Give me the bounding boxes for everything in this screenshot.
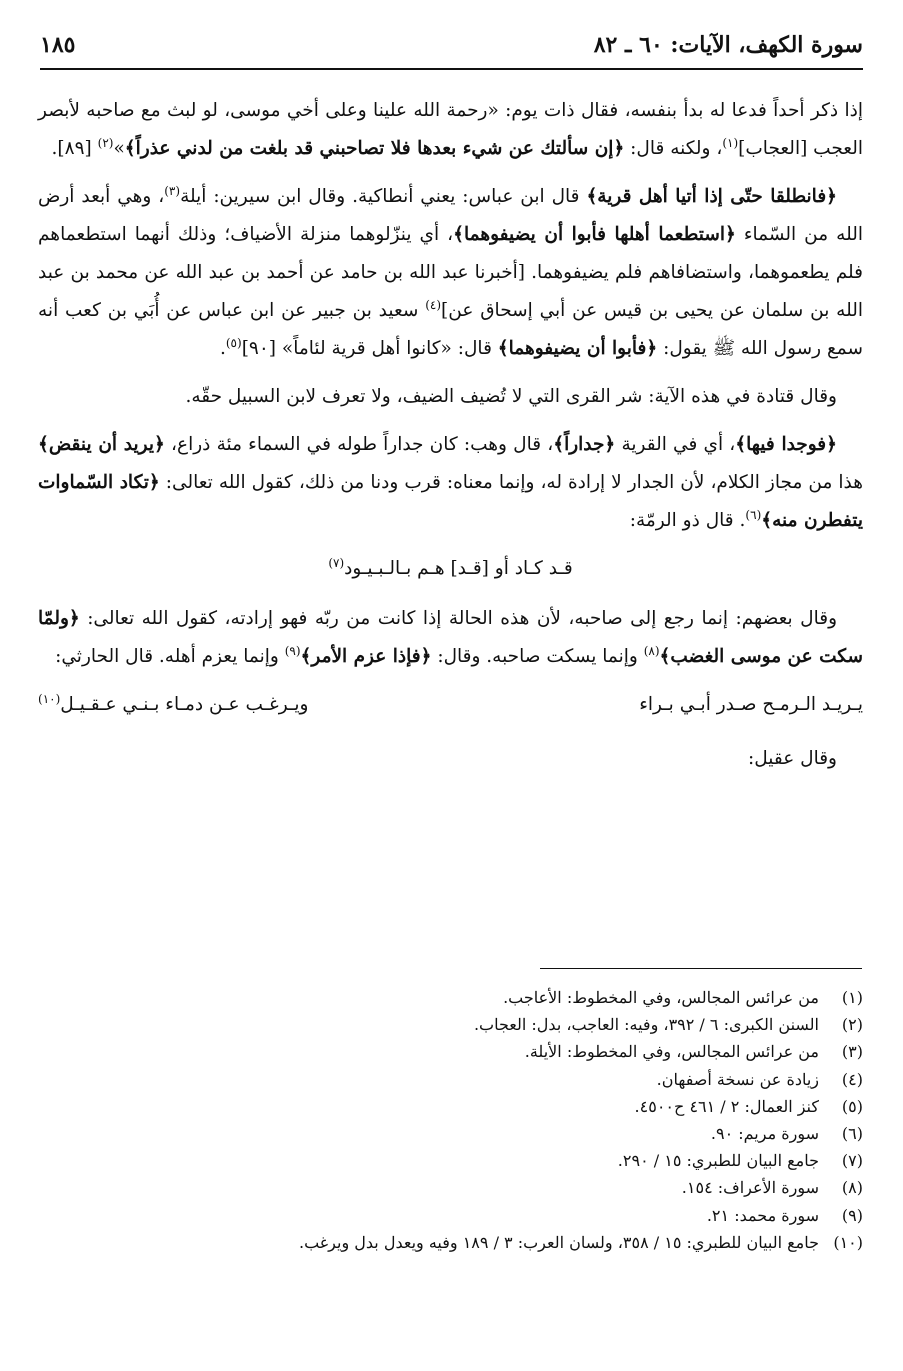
footnote-text: من عرائس المجالس، وفي المخطوط: الأيلة. [524, 1042, 819, 1062]
poem-first-hemistich: يـريـد الـرمـح صـدر أبـي بـراء [639, 694, 863, 715]
text-run: وإنما يسكت صاحبه. وقال: [431, 646, 644, 667]
quran-quote: ﴿فإذا عزم الأمر﴾ [300, 646, 432, 667]
footnote-ref: (٤) [425, 297, 442, 312]
footnote [40, 1093, 863, 1120]
quran-quote: ﴿يريد أن ينقض﴾ [38, 434, 165, 455]
paragraph-1 [38, 92, 863, 168]
footnote-number: (٩) [841, 1205, 863, 1225]
poem-second-hemistich: ويـرغـب عـن دمـاء بـنـي عـقـيـل [60, 694, 309, 715]
text-run: إذا ذكر أحداً فدعا له بدأ بنفسه، فقال ذات يوم: «رحمة الله علينا وعلى أخي موسى، لو لبث مع صاحبه لأبصر العجب [العجاب] [38, 100, 863, 159]
footnote-text: السنن الكبرى: ٦ / ٣٩٢، وفيه: العاجب، بدل: العجاب. [473, 1015, 819, 1035]
main-text [38, 92, 863, 788]
footnote-ref: (٢) [97, 135, 114, 150]
text-run: وقال عقيل: [748, 748, 837, 769]
footnote [40, 1011, 863, 1038]
footnote-text: سورة مريم: ٩٠. [710, 1124, 819, 1144]
text-run: . قال ذو الرمّة: [629, 510, 746, 531]
footnote-text: من عرائس المجالس، وفي المخطوط: الأعاجب. [503, 988, 819, 1007]
text-run: وقال بعضهم: إنما رجع إلى صاحبه، لأن هذه الحالة إذا كانت من ربّه فهو إرادته، كقول الله تعالى: [79, 608, 837, 629]
footnote-text: كنز العمال: ٢ / ٤٦١ ح٤٥٠٠. [634, 1096, 819, 1116]
text-run: [٨٩]. [51, 138, 98, 159]
text-run: قال ابن عباس: يعني أنطاكية. وقال ابن سيرين: أيلة [180, 186, 587, 207]
footnote-text: جامع البيان للطبري: ١٥ / ٢٩٠. [617, 1151, 819, 1171]
footnote-number: (٨) [841, 1178, 863, 1198]
text-run: قال: «كانوا أهل قرية لئاماً» [٩٠] [241, 338, 498, 359]
footnote-number: (٣) [841, 1042, 863, 1062]
poetry-verse [38, 550, 863, 588]
footnote [40, 1038, 863, 1065]
footnote [40, 984, 863, 1011]
quran-quote: ﴿استطعما أهلها فأبوا أن يضيفوهما﴾ [453, 224, 736, 245]
footnote-ref: (١) [722, 135, 739, 150]
footnote-number: (٥) [841, 1096, 863, 1116]
footnote [40, 1174, 863, 1201]
text-run: هذا من مجاز الكلام، لأن الجدار لا إرادة له، وإنما معناه: قرب ودنا من ذلك، كقول الله تعالى: [159, 472, 864, 493]
text-run: ، أي في القرية [615, 434, 736, 455]
quran-quote: ﴿جداراً﴾ [553, 434, 616, 455]
footnote-number: (١) [841, 988, 863, 1007]
quran-quote: ﴿تكاد السّماوات يتفطرن منه﴾ [38, 472, 863, 531]
footnote-number: (١٠) [833, 1232, 863, 1252]
footnote-ref: (٥) [225, 335, 242, 350]
quran-quote: ﴿فأبوا أن يضيفوهما﴾ [497, 338, 658, 359]
footnote-ref: (٩) [284, 643, 301, 658]
quran-quote: ﴿فوجدا فيها﴾ [735, 434, 837, 455]
text-run: وقال قتادة في هذه الآية: شر القرى التي لا تُضيف الضيف، ولا تعرف لابن السبيل حقّه. [185, 386, 837, 407]
paragraph-3 [38, 378, 863, 416]
footnote-ref: (٣) [164, 183, 181, 198]
footnote-ref: (٧) [328, 555, 345, 570]
text-run: ، ولكنه قال: [624, 138, 723, 159]
text-run: سعيد بن جبير عن ابن عباس عن أُبَي بن كعب أنه سمع رسول الله ﷺ يقول: [38, 300, 863, 359]
quran-quote: ﴿فانطلقا حتّى إذا أتيا أهل قرية﴾ [586, 186, 837, 207]
footnote-ref: (١٠) [38, 691, 61, 706]
footnotes [40, 984, 863, 1256]
page-number: ١٨٥ [40, 32, 76, 58]
text-run: ، قال وهب: كان جداراً طوله في السماء مئة ذراع، [164, 434, 554, 455]
footnote [40, 1066, 863, 1093]
quran-quote: ﴿ولمّا سكت عن موسى الغضب﴾ [38, 608, 863, 667]
paragraph-6 [38, 740, 863, 778]
paragraph-2 [38, 178, 863, 368]
footnote-rule [540, 968, 862, 969]
text-run: ، أي ينزّلوهما منزلة الأضياف؛ وذلك أنهما استطعماهم فلم يطعموهما، واستضافاهم فلم يضيفوهما. [أخبرنا عبد الله بن حامد عن أحمد بن عبد الله عن محمد بن عبد الله بن سلمان عن يحيى بن قيس عن أبي إسحاق عن] [38, 224, 863, 321]
poem-second-hemistich-wrap [38, 686, 308, 724]
verse-text: قـد كـاد أو [قـد] هـم بـالـبـيـود [344, 558, 573, 579]
paragraph-5 [38, 600, 863, 676]
footnote-text: سورة الأعراف: ١٥٤. [681, 1178, 819, 1198]
footnote [40, 1147, 863, 1174]
footnote [40, 1229, 863, 1256]
quran-quote: ﴿إن سألتك عن شيء بعدها فلا تصاحبني قد بلغت من لدني عذراً﴾ [124, 138, 625, 159]
header-rule [40, 68, 863, 70]
footnote-number: (٦) [841, 1124, 863, 1144]
footnote [40, 1202, 863, 1229]
footnote-number: (٢) [841, 1015, 863, 1035]
poetry-couplet [38, 686, 863, 724]
footnote-ref: (٦) [745, 507, 762, 522]
footnote-ref: (٨) [643, 643, 660, 658]
running-title: سورة الكهف، الآيات: ٦٠ ـ ٨٢ [593, 32, 863, 58]
footnote-number: (٧) [841, 1151, 863, 1171]
footnote-text: سورة محمد: ٢١. [706, 1205, 819, 1225]
text-run: ، وهي أبعد أرض الله من السّماء [38, 186, 864, 245]
page-header [40, 28, 863, 68]
paragraph-4 [38, 426, 863, 540]
footnote-text: زيادة عن نسخة أصفهان. [656, 1069, 819, 1089]
text-run: . [219, 338, 226, 359]
footnote-number: (٤) [841, 1069, 863, 1089]
text-run: وإنما يعزم أهله. قال الحارثي: [55, 646, 285, 667]
footnote [40, 1120, 863, 1147]
text-run: » [113, 138, 125, 159]
footnote-text: جامع البيان للطبري: ١٥ / ٣٥٨، ولسان العرب: ٣ / ١٨٩ وفيه ويعدل بدل ويرغب. [299, 1232, 819, 1252]
